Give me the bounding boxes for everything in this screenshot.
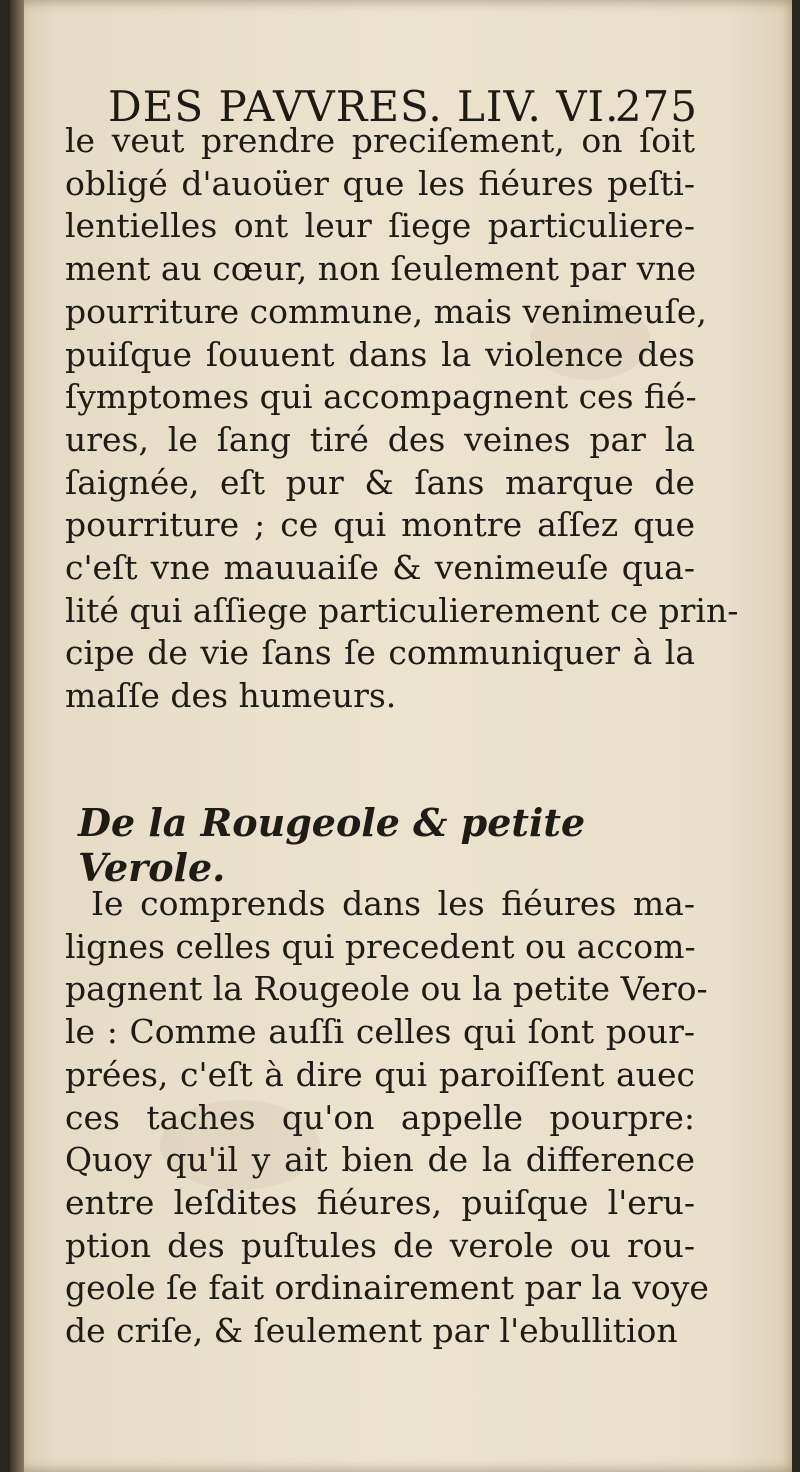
text-line: lignes celles qui precedent ou accom- xyxy=(65,926,696,966)
section-heading: De la Rougeole & petite Verole. xyxy=(78,800,586,890)
text-line: ſaignée, eſt pur & ſans marque de xyxy=(65,462,695,502)
text-line: pagnent la Rougeole ou la petite Vero- xyxy=(65,969,708,1009)
text-line: ures, le ſang tiré des veines par la xyxy=(65,419,695,459)
paragraph-1 xyxy=(65,120,739,718)
text-line: le veut prendre preciſement, on ſoit xyxy=(65,121,695,160)
text-line: ces taches qu'on appelle pourpre: xyxy=(65,1097,695,1137)
text-line: puiſque ſouuent dans la violence des xyxy=(65,334,695,374)
paragraph-2 xyxy=(65,883,709,1353)
page-gutter xyxy=(10,0,24,1472)
text-line: pourriture commune, mais venimeuſe, xyxy=(65,291,707,331)
text-line: prées, c'eſt à dire qui paroiſſent auec xyxy=(65,1054,695,1094)
text-line: entre leſdites fiéures, puiſque l'eru- xyxy=(65,1182,695,1222)
text-line: lité qui aſſiege particulierement ce prin- xyxy=(65,590,739,630)
running-title: DES PAVVRES. LIV. VI. xyxy=(108,82,620,131)
text-line: obligé d'auoüer que les fiéures peſti- xyxy=(65,163,695,203)
text-line: ſymptomes qui accompagnent ces fié- xyxy=(65,377,697,417)
text-line: cipe de vie ſans ſe communiquer à la xyxy=(65,633,695,673)
text-line: lentielles ont leur ſiege particuliere- xyxy=(65,206,695,246)
text-line: geole ſe fait ordinairement par la voye xyxy=(65,1268,709,1308)
text-line: maſſe des humeurs. xyxy=(65,676,397,716)
text-line: Quoy qu'il y ait bien de la difference xyxy=(65,1140,695,1180)
text-line: ption des puſtules de verole ou rou- xyxy=(65,1225,695,1265)
text-line: Ie comprends dans les fiéures ma- xyxy=(91,884,695,923)
text-line: ment au cœur, non ſeulement par vne xyxy=(65,249,696,289)
text-line: de criſe, & ſeulement par l'ebullition xyxy=(65,1311,678,1351)
text-line: le : Comme auſſi celles qui ſont pour- xyxy=(65,1012,695,1052)
page-number: 275 xyxy=(614,82,698,131)
text-line: pourriture ; ce qui montre aſſez que xyxy=(65,505,695,545)
book-page xyxy=(10,0,792,1472)
text-line: c'eſt vne mauuaiſe & venimeuſe qua- xyxy=(65,548,695,588)
